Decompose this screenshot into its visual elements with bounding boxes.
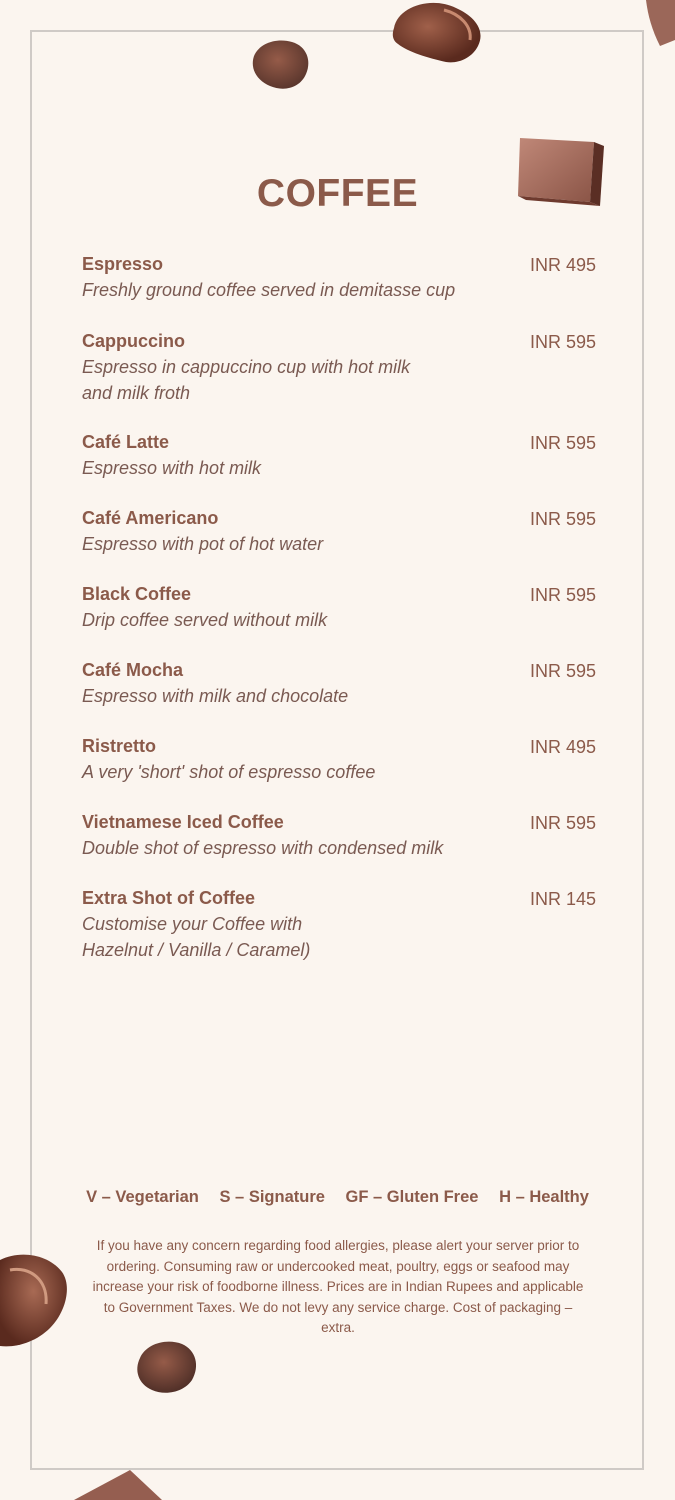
item-name: Black Coffee — [82, 584, 192, 604]
dietary-legend — [0, 1188, 675, 1207]
item-description: Espresso with pot of hot water — [82, 534, 324, 554]
menu-item-extra-shot — [82, 886, 596, 963]
legend-gluten-free: GF – Gluten Free — [345, 1188, 479, 1206]
item-price: INR 595 — [529, 509, 596, 529]
item-price: INR 145 — [529, 889, 596, 909]
menu-item-espresso — [82, 252, 596, 303]
item-description: Customise your Coffee with Hazelnut / Vanilla / Caramel) — [82, 914, 311, 960]
legend-signature: S – Signature — [219, 1188, 325, 1206]
item-name: Vietnamese Iced Coffee — [82, 812, 284, 832]
item-name: Espresso — [82, 254, 164, 274]
menu-item-black-coffee — [82, 582, 596, 633]
menu-item-cappuccino — [82, 329, 596, 406]
item-name: Café Americano — [82, 508, 219, 528]
item-price: INR 595 — [529, 585, 596, 605]
item-description: Espresso with hot milk — [82, 458, 262, 478]
item-price: INR 595 — [529, 433, 596, 453]
menu-item-cafe-americano — [82, 506, 596, 557]
item-description: Drip coffee served without milk — [82, 610, 328, 630]
item-description: Double shot of espresso with condensed milk — [82, 838, 444, 858]
menu-item-ristretto — [82, 734, 596, 785]
item-description: Freshly ground coffee served in demitasse cup — [82, 280, 456, 300]
item-name: Cappuccino — [82, 331, 186, 351]
item-price: INR 595 — [529, 661, 596, 681]
item-name: Café Mocha — [82, 660, 184, 680]
item-price: INR 595 — [529, 332, 596, 352]
item-price: INR 495 — [529, 737, 596, 757]
chocolate-chunk-top-left-image — [248, 36, 314, 94]
item-name: Ristretto — [82, 736, 157, 756]
item-price: INR 495 — [529, 255, 596, 275]
item-name: Extra Shot of Coffee — [82, 888, 256, 908]
item-name: Café Latte — [82, 432, 170, 452]
chocolate-curl-top-image — [388, 0, 488, 70]
chocolate-piece-top-right-image — [640, 0, 675, 48]
menu-item-cafe-mocha — [82, 658, 596, 709]
item-description: Espresso with milk and chocolate — [82, 686, 349, 706]
legend-healthy: H – Healthy — [499, 1188, 589, 1206]
item-description: Espresso in cappuccino cup with hot milk and milk froth — [82, 357, 411, 403]
menu-item-vietnamese-iced-coffee — [82, 810, 596, 861]
menu-list — [82, 252, 596, 963]
item-description: A very 'short' shot of espresso coffee — [82, 762, 376, 782]
page-title: COFFEE — [256, 172, 419, 215]
allergy-disclaimer: If you have any concern regarding food allergies, please alert your server prior to ordering. Consuming raw or undercooked meat, poultry, eggs or seafood may increase your risk of foodborne illness. Prices are in Indian Rupees and applicable to Government Taxes. We do not levy any service charge. Cost of packaging – extra. — [92, 1238, 584, 1335]
item-price: INR 595 — [529, 813, 596, 833]
chocolate-curl-bottom-left-image — [0, 1250, 70, 1350]
chocolate-chunk-bottom-image — [132, 1336, 202, 1398]
menu-item-cafe-latte — [82, 430, 596, 481]
chocolate-piece-bottom-image — [74, 1466, 164, 1500]
legend-vegetarian: V – Vegetarian — [86, 1188, 199, 1206]
